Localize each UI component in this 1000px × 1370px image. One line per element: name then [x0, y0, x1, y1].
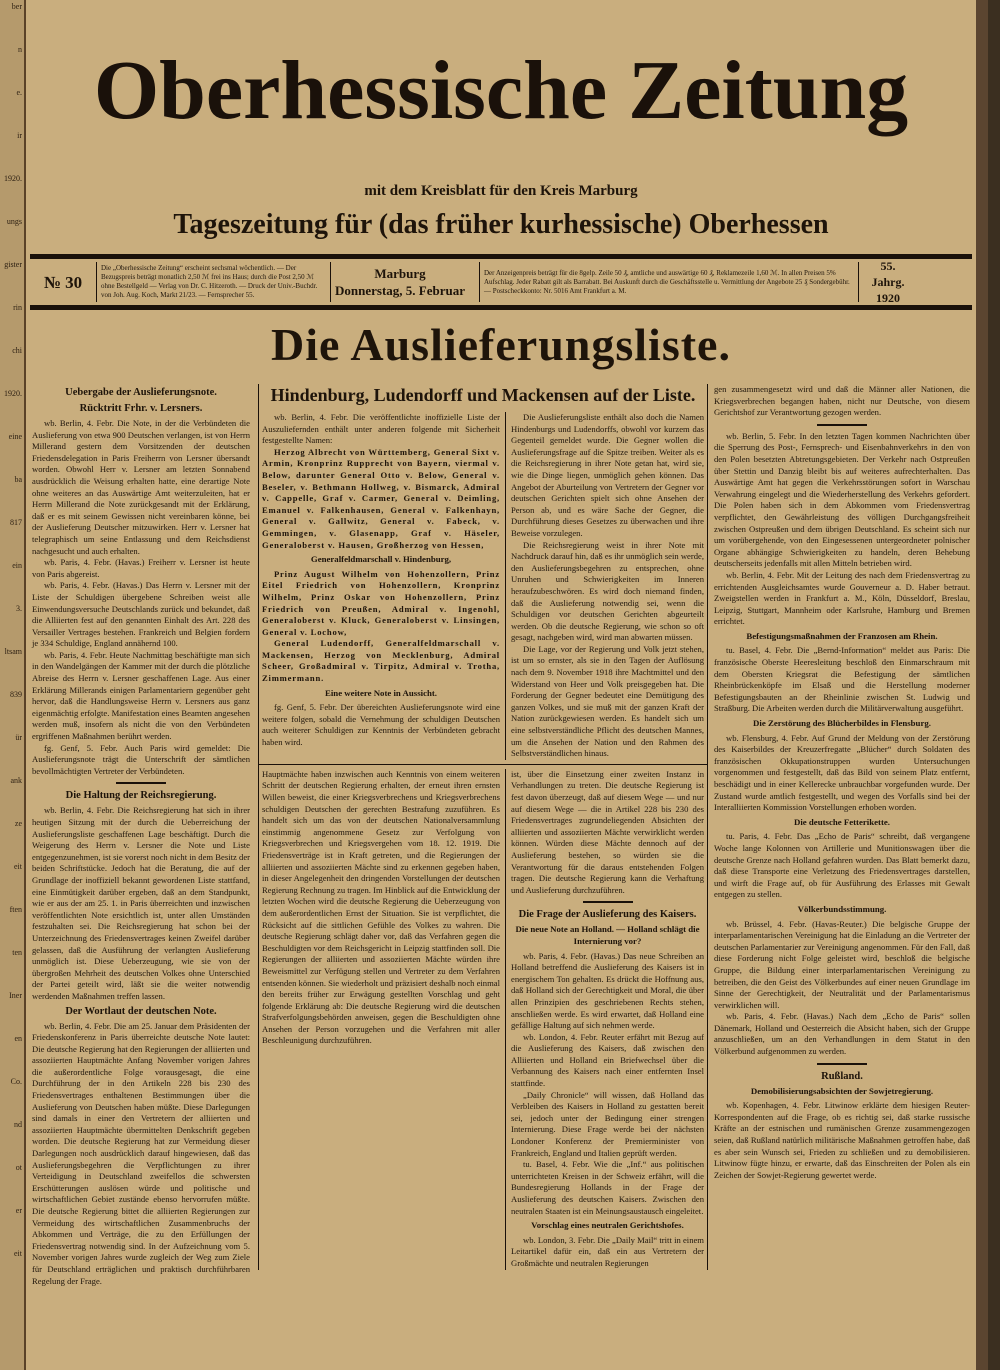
year: 1920: [876, 291, 900, 305]
article-headline-hindenburg: Hindenburg, Ludendorff und Mackensen auf der Liste.: [270, 385, 696, 405]
horizontal-rule: [259, 764, 707, 765]
main-headline: Die Auslieferungsliste.: [271, 319, 731, 370]
masthead-title: Oberhessische Zeitung: [93, 44, 909, 137]
article-heading: Die Frage der Auslieferung des Kaisers.: [518, 909, 697, 921]
separator: [817, 1063, 867, 1065]
middle-columns: [258, 384, 708, 1270]
stub-text-fragment: ank: [10, 776, 22, 785]
article-subheading: Die Zerstörung des Blücherbildes in Flensburg.: [753, 718, 931, 729]
article-subheading: Die neue Note an Holland. — Holland schlägt die Internierung vor?: [515, 924, 700, 946]
stub-text-fragment: 1920.: [4, 389, 22, 398]
separator: [817, 424, 867, 426]
article-subheading: Befestigungsmaßnahmen der Franzosen am Rhein.: [746, 630, 938, 641]
paragraph: wb. London, 3. Febr. Die „Daily Mail“ tritt in einem Leitartikel dafür ein, daß ein aus Vertretern der Großmächte und neutralen Regierungen: [511, 1234, 704, 1268]
stub-text-fragment: Co.: [10, 1077, 22, 1086]
column-3-upper: [505, 412, 707, 760]
stub-text-fragment: 1920.: [4, 174, 22, 183]
stub-text-fragment: en: [14, 1034, 22, 1043]
paragraph: tu. Basel, 4. Febr. Die „Bernd-Information“ meldet aus Paris: Die französische Oberste Heeresleitung beschloß den Einmarschraum mit dem Obersten Kriegsrat die Befestigung der sämtlichen Rheinbrückenköpfe im Elsaß und die Herstellung moderner Befestigungsbauten an der Rheinlinie zwischen St. Ludwig und Straßburg. Die Arbeiten werden durch die Militärverwaltung ausgeführt.: [714, 645, 970, 714]
paragraph: Die Lage, vor der Regierung und Volk jetzt stehen, ist um so ernster, als sie in den Tagen der Auflösung nach dem 9. November 1918 ihre Machtmittel und den Widerstand von Heer und Volk preisgegeben hat. Die Forderung der Gegner bedeutet eine Demütigung des ganzen Volkes, und sie muß mit der ganzen Kraft der Nation zurückgewiesen werden. Es handelt sich um eine selbstverständliche Pflicht des deutschen Mannes, um die Ansehen der Nation und den Rahmen des Selbstverständlichen hinaus.: [511, 643, 704, 759]
newspaper-page: [26, 0, 988, 1370]
ad-price-info: Der Anzeigenpreis beträgt für die 8gelp. Zeile 50 ₰, amtliche und auswärtige 60 ₰, Reklamezeile 1,60 ℳ. In allen Preisen 5% Aufschlag. Jeder Rabatt gilt als Barrabatt. Bei Auskunft durch die Geschäftsstelle u. Vermittlung der Angebote 25 ₰ Sondergebühr. — Postscheckkonto: Nr. 5016 Amt Frankfurt a. M.: [479, 262, 858, 302]
article-subheading: Demobilisierungsabsichten der Sowjetregierung.: [750, 1085, 934, 1096]
paragraph: wb. Berlin, 4. Febr. Die veröffentlichte inoffizielle Liste der Auszuliefernden enthält unter anderen folgende mit Sicherheit festgestellte Namen:: [262, 412, 500, 446]
stub-text-fragment: Iner: [9, 991, 22, 1000]
article-heading: Rußland.: [821, 1070, 863, 1082]
column-2-upper: [259, 412, 505, 760]
paragraph: Die Auslieferungsliste enthält also doch die Namen Hindenburgs und Ludendorffs, obwohl vor kurzem das Gegenteil gemeldet wurde. Die Gegner wollen die Auslieferungsfrage auf die Spitze treiben. Weiter als es die Reichsregierung in ihrer Note getan hat, wird sie, wie die Dinge liegen, unmöglich gehen können. Das Angebot der Aburteilung von Vertretern der Gegner vor deutschen Gerichten spielt sich ohne Ansehen der Person ab, und es wäre Sache der Gegner, die Durchführung dieses Gesetzes zu überwachen und ihre Beweise vorzulegen.: [511, 412, 704, 538]
paragraph: „Daily Chronicle“ will wissen, daß Holland das Verbleiben des Kaisers in Holland zu gestatten bereit sei, jedoch unter der Bedingung einer strengen Internierung. Diese Frage werde bei der nächsten Londoner Konferenz der Premierminister von Frankreich, England und Italien geprüft werden.: [511, 1089, 704, 1158]
paragraph: wb. Paris, 4. Febr. (Havas.) Das Herrn v. Lersner mit der Liste der Schuldigen übergebene Schreiben weist alle Einwendungsversuche Deutschlands zurück und bekundet, daß die Alliierten fest auf den genannten Einhalt des Art. 228 des Versailler Vertrages bestehen. Frankreich und Belgien fordern je 334 Schuldige, England annähernd 100.: [32, 580, 250, 649]
paragraph: wb. Paris, 4. Febr. (Havas.) Freiherr v. Lersner ist heute von Paris abgereist.: [32, 557, 250, 579]
article-subheading: Völkerbundsstimmung.: [797, 903, 887, 914]
stub-text-fragment: chi: [12, 346, 22, 355]
stub-text-fragment: nd: [14, 1120, 22, 1129]
column-1: [32, 384, 250, 1287]
middle-lower-row: [259, 769, 707, 1270]
stub-text-fragment: ten: [12, 948, 22, 957]
stub-text-fragment: ften: [9, 905, 22, 914]
stub-text-fragment: n: [18, 45, 22, 54]
paragraph: wb. Berlin, 4. Febr. Die Note, in der die Verbündeten die Auslieferung von etwa 900 Deutschen verlangen, ist von Herrn Millerand gestern dem Vorsitzenden der deutschen Friedensdelegation in Paris Freiherrn von Lersner übersandt worden. Obwohl Herr v. Lersner am letzten Sonnabend ausdrücklich die Weisung erhalten hatte, eine derartige Note ohne weiteres an das Auswärtige Amt weiterzuleiten, hat er Herrn Millerand die Note zurückgesandt mit der Erklärung, daß er es mit seinem Gewissen nicht vereinbaren könne, bei der Auslieferung Deutscher mitzuwirken. Herr v. Lersner hat telegraphisch um seine Entlassung und dem Reichsdienst nachgesucht und auch erhalten.: [32, 418, 250, 556]
page-edge: [976, 0, 988, 1370]
paragraph: gen zusammengesetzt wird und daß die Männer aller Nationen, die Kriegsverbrechen begangen haben, nicht nur Deutsche, von diesem Gerichtshof zur Verantwortung gezogen werden.: [714, 384, 970, 418]
paragraph: wb. Berlin, 4. Febr. Die Reichsregierung hat sich in ihrer heutigen Sitzung mit der durch die Ueberreichung der Auslieferungsliste geschaffenen Lage beschäftigt. Durch die Weigerung des Herrn v. Lersner die Note und Liste entgegenzunehmen, ist sie vorerst noch nicht in dem Besitz der beiden Schriftstücke. Jedoch hat die Beratung, die auf der Grundlage der inoffiziell bekannt gewordenen Liste stattfand, eine Einmütigkeit darüber ergeben, daß an dem Standpunkt, wie er aus der am 25. 1. in Paris überreichten und inzwischen veröffentlichten Note ersichtlich ist, unter allen Umständen festzuhalten sei. Die Reichsregierung hat schon bei der Unterzeichnung des Friedensvertrages keinen Zweifel darüber gelassen, daß die Ausführung der verlangten Auslieferung unmöglich ist. Diese Ueberzeugung, wie sie von der übergroßen Mehrheit des deutschen Volkes ohne Unterschied der Partei geteilt wird, läßt sie die weiter notwendig werdenden Maßnahmen treffen lassen.: [32, 805, 250, 1001]
stub-text-fragment: 817: [10, 518, 22, 527]
paragraph: wb. Paris, 4. Febr. (Havas.) Das neue Schreiben an Holland betreffend die Auslieferung des Kaisers ist in energischem Ton gehalten. Es drückt die Hoffnung aus, daß Holland sich der Gerechtigkeit und Moral, die über allen Prinzipien des geschriebenen Rechts stehen, anschließen werde. Es wird erwartet, daß Holland eine gefällige Haltung auf sich nehmen werde.: [511, 950, 704, 1031]
article-heading: Uebergabe der Auslieferungsnote.: [65, 387, 217, 398]
paragraph: fg. Genf, 5. Febr. Der übereichten Auslieferungsnote wird eine weitere folgen, sobald die Vernehmung der schuldigen Deutschen auch weiterer Schuldigen zur Kenntnis der Verbündeten gebracht haben wird.: [262, 702, 500, 748]
name-list: Prinz August Wilhelm von Hohenzollern, Prinz Eitel Friedrich von Hohenzollern, Kronprinz Wilhelm, Prinz Oskar von Hohenzollern, Prinz Friedrich von Preußen, Admiral v. Ingenohl, Generaloberst v. Kluck, Generaloberst v. Linsingen, General v. Lochow,: [262, 568, 500, 637]
stub-text-fragment: ltsam: [4, 647, 22, 656]
article-subheading: Rücktritt Frhr. v. Lersners.: [79, 403, 203, 414]
stub-text-fragment: eit: [14, 1249, 22, 1258]
stub-text-fragment: e.: [16, 88, 22, 97]
separator: [116, 782, 166, 784]
column-2-lower: [259, 769, 505, 1270]
name-list: Generalfeldmarschall v. Hindenburg,: [310, 554, 452, 565]
masthead-subtitle: mit dem Kreisblatt für den Kreis Marburg: [364, 183, 638, 199]
masthead-tagline: Tageszeitung für (das früher kurhessische) Oberhessen: [173, 209, 829, 240]
paragraph: wb. Kopenhagen, 4. Febr. Litwinow erklärte dem hiesigen Reuter-Korrespondenten auf die Frage, ob es richtig sei, daß starke russische Kräfte an der estnischen und rumänischen Grenze zusammengezogen seien, daß Rußland natürlich militärische Maßnahmen getroffen habe, daß es aber sein Wunsch sei, Frieden zu schließen und zu demobilisieren. Litwinow fügte hinzu, er erwarte, daß das Einschreiten der Polen als ein Zeichen der Sowjet-Regierung gewertet werde.: [714, 1100, 970, 1180]
volume: 55. Jahrg.: [871, 259, 905, 289]
paragraph: wb. Paris, 4. Febr. Heute Nachmittag beschäftigte man sich in den Wandelgängen der Kammer mit der durch die plötzliche Abreise des Herrn v. Lersner geschaffenen Lage. Aus einer Erklärung Millerands einigen Parlamentariern gegenüber geht hervor, daß die Handlungsweise Herrn v. Lersners aus ganz eigenmächtig erfolgte. Manifestation eines Beamten angesehen werden muß, insofern als nicht die von den Verbündeten ergriffenen Maßnahmen berührt werden.: [32, 649, 250, 742]
article-heading: Der Wortlaut der deutschen Note.: [65, 1005, 217, 1017]
name-list: Herzog Albrecht von Württemberg, General Sixt v. Armin, Kronprinz Rupprecht von Bayern, viermal v. Below, darunter General Otto v. Below, General v. Beseler, v. Bethmann Hollweg, v. Bismarck, Admiral v. Cappelle, Graf v. Carmer, General v. Deimling, Emanuel v. Falkenhausen, General v. Falkenhayn, General v. Gallwitz, General v. Fabeck, v. Gemmingen, v. Glasenapp, Graf v. Häseler, Generaloberst v. Hausen, Großherzog von Hessen,: [262, 446, 500, 550]
stub-text-fragment: eine: [8, 432, 22, 441]
info-bar: [30, 254, 972, 310]
name-list: General Ludendorff, Generalfeldmarschall v. Mackensen, Herzog von Mecklenburg, Admiral Scheer, Großadmiral v. Tirpitz, Admiral v. Trotha, Zimmermann.: [262, 638, 500, 684]
issue-number: № 30: [43, 272, 83, 292]
middle-upper-row: [259, 412, 707, 760]
stub-text-fragment: ür: [15, 733, 22, 742]
stub-text-fragment: ungs: [6, 217, 22, 226]
stub-text-fragment: rin: [13, 303, 22, 312]
separator: [583, 901, 633, 903]
city: Marburg: [374, 266, 426, 281]
stub-text-fragment: ein: [12, 561, 22, 570]
volume-year: [858, 259, 917, 305]
article-subheading: Eine weitere Note in Aussicht.: [325, 687, 437, 698]
stub-text-fragment: ba: [14, 475, 22, 484]
stub-text-fragment: ze: [14, 819, 22, 828]
date: Donnerstag, 5. Februar: [335, 283, 465, 298]
article-subheading: Vorschlag eines neutralen Gerichtshofes.: [531, 1220, 684, 1231]
paragraph: wb. Berlin, 4. Febr. Mit der Leitung des nach dem Friedensvertrag zu errichtenden Ausgleichsamtes wurde Gouverneur a. D. Haber betraut. Zweigstellen werden in Frankfurt a. M., Köln, Düsseldorf, Breslau, Leipzig, Stuttgart, Mannheim oder Karlsruhe, Hamburg und Bremen errichtet.: [714, 569, 970, 627]
stub-text-fragment: 839: [10, 690, 22, 699]
paragraph: Die Reichsregierung weist in ihrer Note mit Nachdruck darauf hin, daß es ihr unmöglich sein werde, den Auslieferungsbegehren zu entsprechen, ohne Unruhen und Schwierigkeiten im Inneren heraufzubeschwören. Es wird doch niemand finden, daß die Auslieferung notwendig sei, wenn die Schuldigen vor deutschen Gerichten abgeurteilt werden. Ob die deutsche Regierung, wie schon so oft gesagt, nachgeben wird, wird man abwarten müssen.: [511, 539, 704, 643]
stub-text-fragment: eit: [14, 862, 22, 871]
paragraph: tu. Paris, 4. Febr. Das „Echo de Paris“ schreibt, daß vergangene Woche lange Kolonnen von Artillerie und Munitionswagen über die deutsche Grenze nach Holland gefahren wurden. Das Blatt bemerkt dazu, daß diese Transporte eine Verletzung des Friedensvertrages darstellen, und wirft die Frage auf, ob für Ausführung des Erlasses mit Gewalt entgegen zu stellen.: [714, 831, 970, 900]
column-3-lower: [505, 769, 707, 1270]
column-4: [714, 384, 970, 1181]
article-subheading: Die deutsche Fetterikette.: [794, 816, 890, 827]
paragraph: wb. Berlin, 4. Febr. Die am 25. Januar dem Präsidenten der Friedenskonferenz in Paris überreichte deutsche Note lautet: Die deutsche Regierung hat den Regierungen der alliierten und assoziierten Hauptmächte Anfang November vorigen Jahres die außerordentliche Folge vorausgesagt, die eine Durchführung der in den Artikeln 228 bis 230 des Friedensvertrages enthaltenen Bestimmungen über die Auslieferung von Deutschen haben müßte. Diese Darlegungen sind damals in einer den Vertretern der alliierten und assoziierten Hauptmächte übermittelten Denkschrift gegeben worden. Die deutsche Regierung hat zur Vermeidung dieser Darlegungen noch ausdrücklich darauf hingewiesen, daß das Auslieferungsbegehren die Verpflichtungen zu ihrer Verteidigung in Deutschland zweifellos die schwersten Erschütterungen auslösen würde und politische und wirtschaftlichen Gebiet zustände ebenso hervorrufen müßte. Die deutsche Regierung bittet die alliierten Regierungen zur Vermeidung des wirtschaftlichen Zusammenbruchs der Abkommen und Verträge, die zu den Erfüllungen der Friedensvertrag notwendig sind. In der Aufzeichnung vom 5. November vorigen Jahres wurde zugleich der Weg zum Ziele für Deutschland erträglichen und praktisch durchführbaren Regelung der Frage.: [32, 1020, 250, 1286]
adjacent-page-strip: [0, 0, 26, 1370]
paragraph: wb. Paris, 4. Febr. (Havas.) Nach dem „Echo de Paris“ sollen Dänemark, Holland und Oesterreich die Absicht haben, sich der Gruppe anzuschließen, um an den Verhandlungen in dem Statut in den Völkerbund aufgenommen zu werden.: [714, 1011, 970, 1057]
paragraph: Hauptmächte haben inzwischen auch Kenntnis von einem weiteren Schritt der deutschen Regierung erhalten, der erneut ihren ernsten Willen beweist, die einer Kriegsverbrechens und Kriegsverbrechens schuldigen Deutschen der gerechten Bestrafung zuzuführen. Es handelt sich um das von der deutschen Nationalversammlung einstimmig angenommene Gesetz zur Verfolgung von Kriegsverbrechen und Kriegsvergehen vom 18. 12. 1919. Die Friedensverträge ist in Kraft getreten, und die Regierungen der alliierten und assoziierten Mächte sind zu erkennen gegeben haben, in dieser Angelegenheit den dringenden Vorstellungen der deutschen Regierung Rechnung zu tragen. Im Hinblick auf die Entwicklung der letzten Wochen wird die deutsche Regierung die Ueberzeugung von dem außerordentlichen Ernst der Situation. Sie ist verpflichtet, die Rücksicht auf die sittlichen Gefühle des Volkes zu wahren. Die deutsche Regierung schlägt daher vor, daß das Verfahren gegen die Beschuldigten vor dem Reichsgericht in Leipzig stattfinden soll. Die Regierungen der alliierten und assoziierten Mächte würden ihre Beweismittel zur Verfügung stellen und Vertreter zu dem Verfahren entsenden können. Sie wiederholt und präzisiert deshalb noch einmal den bereits früher zur Erwägung gestellten Vorschlag und geht folgende Erklärung ab: Die deutsche Regierung wird die deutschen Strafverfolgungsbehörden anweisen, gegen die Beschuldigten ohne Ansehen der Person vorzugehen und die Verfahren mit aller Beschleunigung durchzuführen.: [262, 768, 500, 1046]
paragraph: wb. Brüssel, 4. Febr. (Havas-Reuter.) Die belgische Gruppe der interparlamentarischen Vereinigung hat die Einladung an die Vertreter der deutschen Parlamentarier zur Vereinigung angenommen. Für den Fall, daß diese Forderung nicht Folge geleistet wird, beschloß die belgische Gruppe, die Bildung einer interparlamentarischen Vereinigung zu betreiben, die den Geist des Völkerbundes auf einer neuen Grundlage im Sinne der Gerechtigkeit, der Neutralität und der Parlamentarismus verwirklichen will.: [714, 918, 970, 1010]
paragraph: ist, über die Einsetzung einer zweiten Instanz in Verhandlungen zu treten. Die deutsche Regierung ist fest davon überzeugt, daß auf diesem Wege — und nur auf diesem Wege — die in Artikel 228 bis 230 des Friedensvertrages zugrundeliegenden Absichten der alliierten und assoziierten Mächte verwirklicht werden können. Würden diese Mächte dennoch auf der Auslieferung bestehen, so würden sie die Verantwortung für die daraus entstehenden Folgen tragen. Die deutsche Regierung kann die Verhaftung und Auslieferung durchzuführen.: [511, 768, 704, 895]
paragraph: wb. Flensburg, 4. Febr. Auf Grund der Meldung von der Zerstörung des Kaiserbildes der Kreuzerfregatte „Blücher“ durch Soldaten des französischen Okkupationstruppen wurden Untersuchungen vorgenommen und festgestellt, daß das Bild von seinem Platz entfernt, beschädigt und in einer Kellerecke unbrauchbar vorgefunden wurde. Der Zustand wurde amtlich festgestellt, und wegen des Vorfalls sind bei der Interalliierten Kommission Vorstellungen erhoben worden.: [714, 732, 970, 813]
paragraph: tu. Basel, 4. Febr. Wie die „Inf.“ aus politischen unterrichteten Kreisen in der Schweiz erfährt, will die Bundesregierung Hollands in der Frage der Auslieferung des deutschen Kaisers. Zwischen den neutralen Staaten ist ein Meinungsaustausch eingeleitet.: [511, 1159, 704, 1216]
paragraph: wb. Berlin, 5. Febr. In den letzten Tagen kommen Nachrichten über die Sperrung des Post-, Fernsprech- und Eisenbahnverkehrs in den von den Polen besetzten Abtretungsgebieten. Der Verkehr nach Ostpreußen über Stettin und Danzig bleibt bis auf weiteres aufrechterhalten. Das Auswärtige Amt hat gegen die Verkehrsstörungen sofort in Warschau Verwahrung eingelegt und die Wiederherstellung des Verkehrs gefordert. Die Polen haben sich in dem Abkommen vom Friedensvertrag verpflichtet, den Gewährleistung des völligen Durchgangsfreiheit zwischen Ostpreußen und dem übrigen Deutschland. Es scheint sich nur um vorübergehende, von den Eingesessenen untergeordneter polnischer Organe abhängige Schwierigkeiten zu handeln, deren Behebung deutscherseits jedenfalls mit allen Mitteln betrieben wird.: [714, 430, 970, 569]
stub-text-fragment: ber: [11, 2, 22, 11]
publisher-info: Die „Oberhessische Zeitung“ erscheint sechsmal wöchentlich. — Der Bezugspreis beträgt monatlich 2,50 ℳ frei ins Haus; durch die Post 2,50 ℳ ohne Bestellgeld — Verlag von Dr. C. Hitzeroth. — Druck der Univ.-Buchdr. von Joh. Aug. Koch, Markt 21/23. — Fernsprecher 55.: [96, 262, 330, 302]
article-heading: Die Haltung der Reichsregierung.: [65, 790, 217, 802]
stub-text-fragment: ot: [15, 1163, 22, 1172]
stub-text-fragment: ir: [17, 131, 22, 140]
stub-text-fragment: gister: [4, 260, 22, 269]
paragraph: wb. London, 4. Febr. Reuter erfährt mit Bezug auf die Auslieferung des Kaisers, daß zwischen den Alliierten und Holland ein Briefwechsel über die Verbannung des Kaisers nach einer entfernten Insel stattfinde.: [511, 1031, 704, 1089]
paragraph: fg. Genf, 5. Febr. Auch Paris wird gemeldet: Die Auslieferungsnote trägt die Unterschrift der sämtlichen bevollmächtigten Vertreter der Verbündeten.: [32, 742, 250, 776]
stub-text-fragment: er: [15, 1206, 22, 1215]
place-date: [330, 262, 479, 302]
stub-text-fragment: 3.: [16, 604, 22, 613]
